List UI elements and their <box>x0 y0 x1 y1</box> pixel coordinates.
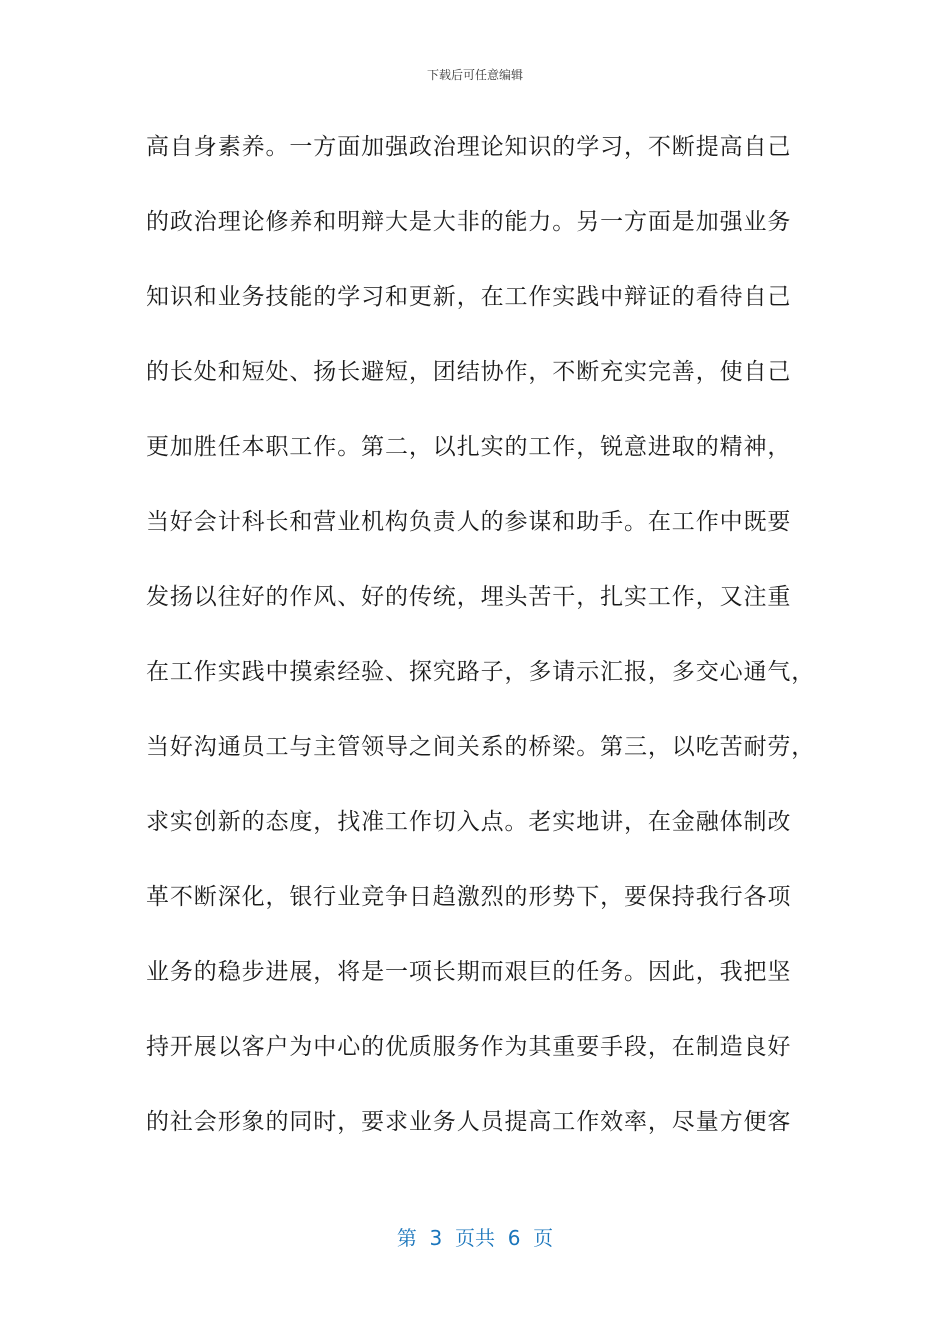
text-line: 的政治理论修养和明辩大是大非的能力。另一方面是加强业务 <box>146 209 792 235</box>
text-line: 的长处和短处、扬长避短，团结协作，不断充实完善，使自己 <box>146 359 792 385</box>
document-body <box>146 124 826 1174</box>
text-line: 知识和业务技能的学习和更新，在工作实践中辩证的看待自己 <box>146 284 792 310</box>
text-line: 更加胜任本职工作。第二，以扎实的工作，锐意进取的精神， <box>146 434 792 460</box>
text-line: 当好沟通员工与主管领导之间关系的桥梁。第三，以吃苦耐劳， <box>146 734 816 760</box>
text-line: 求实创新的态度，找准工作切入点。老实地讲，在金融体制改 <box>146 809 792 835</box>
page-number: 第 3 页共 6 页 <box>396 1226 554 1250</box>
text-line: 发扬以往好的作风、好的传统，埋头苦干，扎实工作，又注重 <box>146 584 792 610</box>
text-line: 高自身素养。一方面加强政治理论知识的学习，不断提高自己 <box>146 134 792 160</box>
text-line: 业务的稳步进展，将是一项长期而艰巨的任务。因此，我把坚 <box>146 959 792 985</box>
text-line: 当好会计科长和营业机构负责人的参谋和助手。在工作中既要 <box>146 509 792 535</box>
page-header: 下载后可任意编辑 <box>426 68 523 82</box>
text-line: 在工作实践中摸索经验、探究路子，多请示汇报，多交心通气， <box>146 659 816 685</box>
text-line: 持开展以客户为中心的优质服务作为其重要手段，在制造良好 <box>146 1034 792 1060</box>
text-line: 的社会形象的同时，要求业务人员提高工作效率，尽量方便客 <box>146 1109 792 1135</box>
text-line: 革不断深化，银行业竞争日趋激烈的形势下，要保持我行各项 <box>146 884 792 910</box>
